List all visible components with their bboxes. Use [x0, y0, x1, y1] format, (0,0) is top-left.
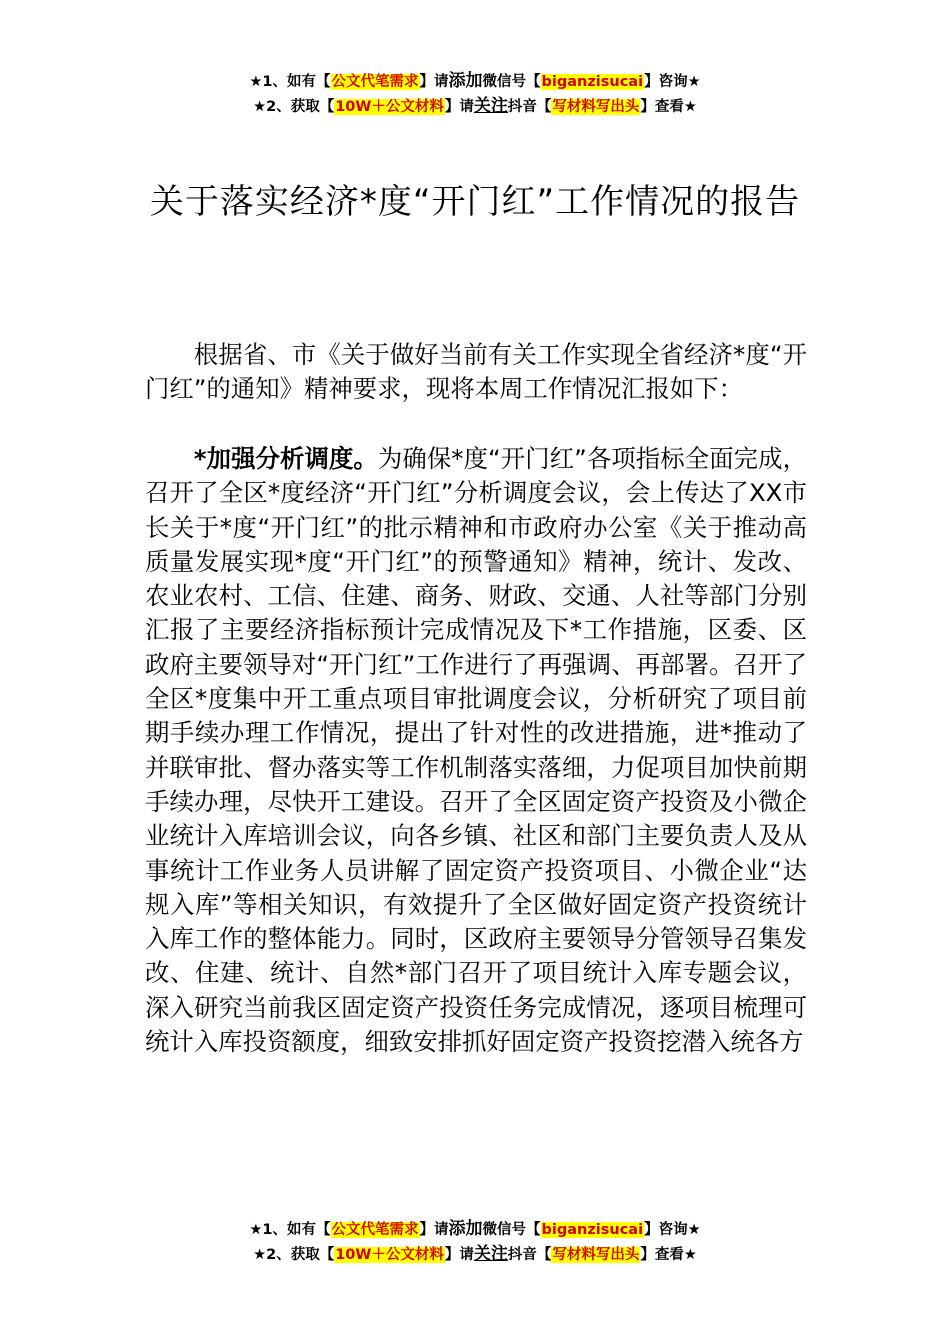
- paragraph-body: 为确保*度“开门红”各项指标全面完成，召开了全区*度经济“开门红”分析调度会议，会上传达了XX市长关于*度“开门红”的批示精神和市政府办公室《关于推动高质量发展实现*度“开门红”的预警通知》精神，统计、发改、农业农村、工信、住建、商务、财政、交通、人社等部门分别汇报了主要经济指标预计完成情况及下*工作措施，区委、区政府主要领导对“开门红”工作进行了再强调、再部署。召开了全区*度集中开工重点项目审批调度会议，分析研究了项目前期手续办理工作情况，提出了针对性的改进措施，进*推动了并联审批、督办落实等工作机制落实落细，力促项目加快前期手续办理，尽快开工建设。召开了全区固定资产投资及小微企业统计入库培训会议，向各乡镇、社区和部门主要负责人及从事统计工作业务人员讲解了固定资产投资项目、小微企业“达规入库”等相关知识，有效提升了全区做好固定资产投资统计入库工作的整体能力。同时，区政府主要领导分管领导召集发改、住建、统计、自然*部门召开了项目统计入库专题会议，深入研究当前我区固定资产投资任务完成情况，逐项目梳理可统计入库投资额度，细致安排抓好固定资产投资挖潜入统各方: [145, 444, 807, 1057]
- promo-highlight: 10W＋公文材料: [335, 1247, 444, 1263]
- promo-highlight: 公文代笔需求: [331, 74, 419, 90]
- header-promo-banner: [0, 69, 950, 119]
- paragraph-analysis: [145, 442, 807, 1059]
- promo-text: 微信号【: [482, 74, 541, 90]
- promo-text: 】查看★: [640, 99, 697, 115]
- promo-text: 抖音【: [507, 99, 552, 115]
- promo-emphasis: 关注: [473, 1244, 508, 1264]
- promo-text: 】请: [419, 1222, 449, 1238]
- promo-text: ★2、获取【: [253, 99, 335, 115]
- promo-emphasis: 添加: [448, 71, 483, 91]
- promo-text: 抖音【: [507, 1247, 552, 1263]
- promo-douyin-id: 写材料写出头: [552, 1247, 640, 1263]
- promo-text: 】咨询★: [644, 74, 701, 90]
- promo-text: 】查看★: [640, 1247, 697, 1263]
- promo-text: 】请: [444, 1247, 474, 1263]
- paragraph-intro: 根据省、市《关于做好当前有关工作实现全省经济*度“开门红”的通知》精神要求，现将本周工作情况汇报如下：: [145, 340, 807, 404]
- promo-highlight: 10W＋公文材料: [335, 99, 444, 115]
- promo-text: ★2、获取【: [253, 1247, 335, 1263]
- promo-emphasis: 添加: [448, 1219, 483, 1239]
- footer-promo-banner: [0, 1217, 950, 1267]
- document-title: 关于落实经济*度“开门红”工作情况的报告: [149, 182, 801, 222]
- promo-text: 微信号【: [482, 1222, 541, 1238]
- promo-text: 】请: [419, 74, 449, 90]
- promo-wechat-id: biganzisucai: [541, 74, 644, 90]
- promo-douyin-id: 写材料写出头: [552, 99, 640, 115]
- promo-text: 】咨询★: [644, 1222, 701, 1238]
- promo-text: ★1、如有【: [249, 74, 331, 90]
- paragraph-lead-heading: *加强分析调度。: [193, 444, 378, 473]
- promo-emphasis: 关注: [473, 96, 508, 116]
- promo-highlight: 公文代笔需求: [331, 1222, 419, 1238]
- promo-line-2: [0, 94, 950, 119]
- promo-text: ★1、如有【: [249, 1222, 331, 1238]
- promo-line-2: [0, 1242, 950, 1267]
- promo-line-1: [0, 69, 950, 94]
- promo-wechat-id: biganzisucai: [541, 1222, 644, 1238]
- promo-line-1: [0, 1217, 950, 1242]
- promo-text: 】请: [444, 99, 474, 115]
